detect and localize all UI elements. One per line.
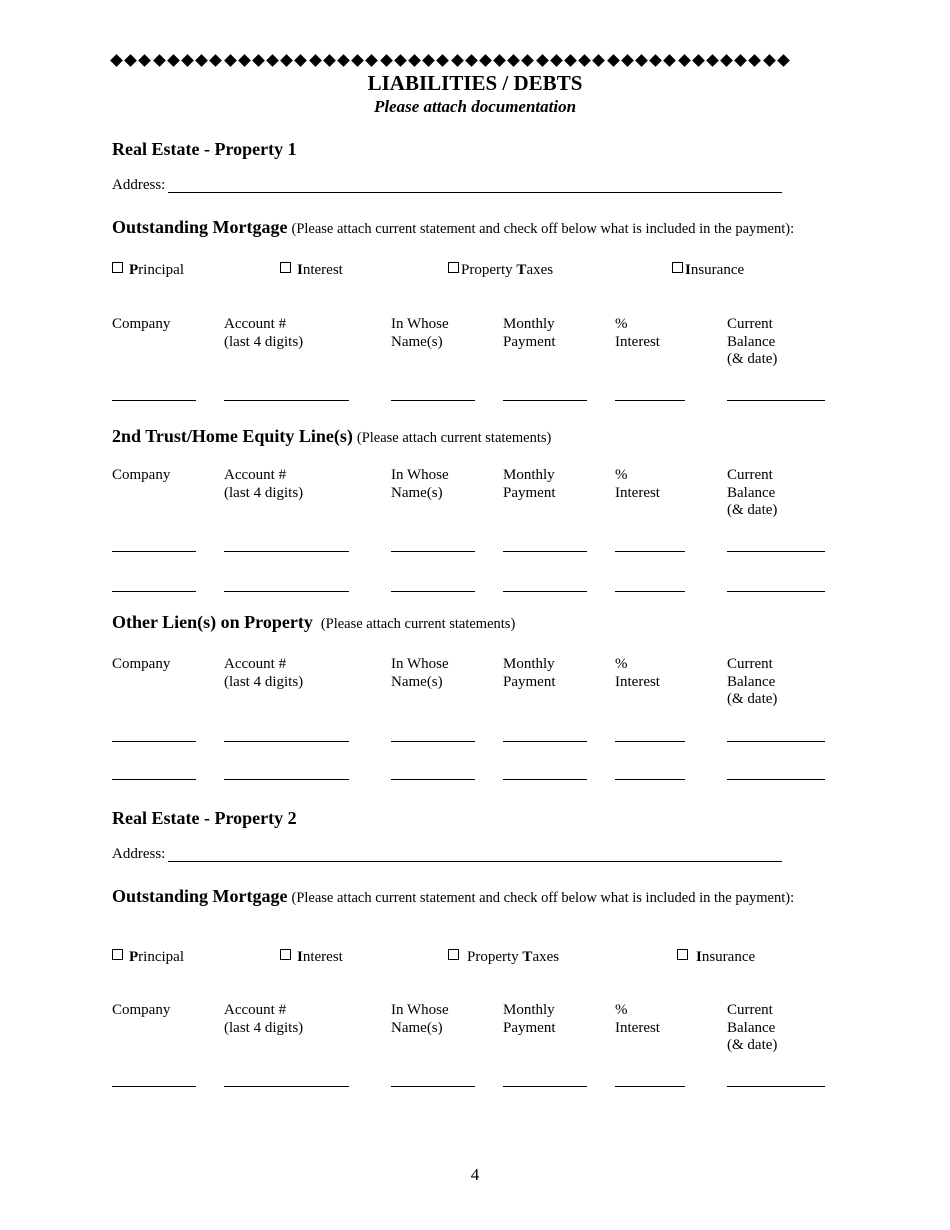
column-label-line: Payment bbox=[503, 1019, 556, 1036]
checkbox-icon[interactable] bbox=[280, 949, 291, 960]
property1-address-field[interactable] bbox=[168, 192, 782, 193]
diamond-ornament bbox=[252, 54, 265, 67]
trust-row1-account-field[interactable] bbox=[224, 551, 349, 552]
property2-address-field[interactable] bbox=[168, 861, 782, 862]
checkbox-icon[interactable] bbox=[448, 262, 459, 273]
mortgage1-heading-row bbox=[112, 217, 794, 238]
trust-row1-whose-field[interactable] bbox=[391, 551, 475, 552]
column-label-line: Current bbox=[727, 1002, 773, 1018]
liens-row1-balance-field[interactable] bbox=[727, 741, 825, 742]
checkbox-icon[interactable] bbox=[672, 262, 683, 273]
mortgage2-heading-row bbox=[112, 886, 794, 907]
mortgage1-row1-monthly-field[interactable] bbox=[503, 400, 587, 401]
mortgage1-col-interest-label bbox=[615, 316, 660, 351]
column-label-line: Monthly bbox=[503, 656, 555, 672]
column-label-line: Interest bbox=[615, 484, 660, 501]
mortgage2-row1-interest-field[interactable] bbox=[615, 1086, 685, 1087]
column-label-line: Account # bbox=[224, 1002, 287, 1018]
diamond-ornament bbox=[295, 54, 308, 67]
checkbox-icon[interactable] bbox=[448, 949, 459, 960]
mortgage2-row1-account-field[interactable] bbox=[224, 1086, 349, 1087]
checkbox-icon[interactable] bbox=[677, 949, 688, 960]
column-label-line: Company bbox=[112, 1002, 171, 1018]
diamond-ornament bbox=[209, 54, 222, 67]
mortgage2-col-balance-label bbox=[727, 1002, 777, 1055]
column-label-line: Balance bbox=[727, 1019, 776, 1036]
diamond-ornament bbox=[593, 54, 606, 67]
liens-row2-whose-field[interactable] bbox=[391, 779, 475, 780]
checkbox-icon[interactable] bbox=[112, 262, 123, 273]
liens-row1-interest-field[interactable] bbox=[615, 741, 685, 742]
diamond-ornament bbox=[337, 54, 350, 67]
column-label-line: Payment bbox=[503, 673, 556, 690]
diamond-ornament bbox=[635, 54, 648, 67]
liens-col-balance-label bbox=[727, 656, 777, 709]
liens-col-company-label bbox=[112, 656, 170, 674]
mortgage2-note: (Please attach current statement and check off below what is included in the payment): bbox=[291, 890, 795, 906]
mortgage2-insurance-checkbox[interactable]: Insurance bbox=[677, 949, 755, 966]
diamond-ornament bbox=[238, 54, 251, 67]
column-label-line: Name(s) bbox=[391, 673, 443, 690]
trust-col-whose-label bbox=[391, 467, 449, 502]
column-label-line: % bbox=[615, 656, 628, 672]
liens-row1-company-field[interactable] bbox=[112, 741, 196, 742]
diamond-ornament bbox=[422, 54, 435, 67]
checkbox-icon[interactable] bbox=[112, 949, 123, 960]
mortgage1-row1-balance-field[interactable] bbox=[727, 400, 825, 401]
liens-row1-monthly-field[interactable] bbox=[503, 741, 587, 742]
mortgage2-col-company-label bbox=[112, 1002, 170, 1020]
column-label-line: (& date) bbox=[727, 691, 778, 707]
trust-row1-monthly-field[interactable] bbox=[503, 551, 587, 552]
diamond-ornament bbox=[323, 54, 336, 67]
trust-note: (Please attach current statements) bbox=[356, 430, 552, 446]
page-number: 4 bbox=[470, 1165, 480, 1184]
diamond-ornament bbox=[124, 54, 137, 67]
diamond-ornament bbox=[522, 54, 535, 67]
mortgage2-interest-checkbox[interactable]: Interest bbox=[280, 949, 343, 966]
diamond-ornament bbox=[380, 54, 393, 67]
trust-heading-row bbox=[112, 426, 551, 447]
column-label-line: In Whose bbox=[391, 467, 449, 483]
column-label-line: In Whose bbox=[391, 316, 449, 332]
diamond-ornament bbox=[749, 54, 762, 67]
column-label-line: (last 4 digits) bbox=[224, 333, 304, 350]
liens-col-account-label bbox=[224, 656, 303, 691]
column-label-line: Interest bbox=[615, 673, 660, 690]
column-label-line: Balance bbox=[727, 333, 776, 350]
mortgage1-row1-interest-field[interactable] bbox=[615, 400, 685, 401]
diamond-ornament bbox=[564, 54, 577, 67]
diamond-ornament bbox=[465, 54, 478, 67]
trust-col-monthly-label bbox=[503, 467, 556, 502]
trust-row2-account-field[interactable] bbox=[224, 591, 349, 592]
property2-address-label: Address: bbox=[112, 846, 166, 862]
checkbox-icon[interactable] bbox=[280, 262, 291, 273]
liens-col-whose-label bbox=[391, 656, 449, 691]
column-label-line: (last 4 digits) bbox=[224, 1019, 304, 1036]
column-label-line: Company bbox=[112, 467, 171, 483]
column-label-line: (& date) bbox=[727, 351, 778, 367]
column-label-line: Name(s) bbox=[391, 333, 443, 350]
column-label-line: % bbox=[615, 467, 628, 483]
column-label-line: Account # bbox=[224, 467, 287, 483]
column-label-line: Name(s) bbox=[391, 484, 443, 501]
mortgage2-heading: Outstanding Mortgage bbox=[112, 886, 288, 906]
liens-note: (Please attach current statements) bbox=[320, 616, 516, 632]
mortgage1-property-taxes-checkbox[interactable]: Property Taxes bbox=[448, 262, 553, 279]
page-title: LIABILITIES / DEBTS bbox=[367, 71, 583, 95]
mortgage2-row1-whose-field[interactable] bbox=[391, 1086, 475, 1087]
trust-row2-company-field[interactable] bbox=[112, 591, 196, 592]
liens-row1-account-field[interactable] bbox=[224, 741, 349, 742]
column-label-line: Company bbox=[112, 656, 171, 672]
trust-row1-interest-field[interactable] bbox=[615, 551, 685, 552]
liens-col-monthly-label bbox=[503, 656, 556, 691]
column-label-line: (last 4 digits) bbox=[224, 484, 304, 501]
mortgage2-principal-checkbox[interactable]: Principal bbox=[112, 949, 184, 966]
property1-address-label: Address: bbox=[112, 177, 166, 193]
trust-row2-monthly-field[interactable] bbox=[503, 591, 587, 592]
mortgage2-row1-monthly-field[interactable] bbox=[503, 1086, 587, 1087]
trust-col-account-label bbox=[224, 467, 303, 502]
liens-row1-whose-field[interactable] bbox=[391, 741, 475, 742]
diamond-ornament bbox=[408, 54, 421, 67]
diamond-ornament bbox=[663, 54, 676, 67]
column-label-line: Name(s) bbox=[391, 1019, 443, 1036]
diamond-ornament bbox=[195, 54, 208, 67]
diamond-ornament bbox=[550, 54, 563, 67]
liens-heading: Other Lien(s) on Property bbox=[112, 612, 313, 632]
trust-col-interest-label bbox=[615, 467, 660, 502]
mortgage1-row1-account-field[interactable] bbox=[224, 400, 349, 401]
diamond-ornament bbox=[309, 54, 322, 67]
diamond-ornament bbox=[451, 54, 464, 67]
column-label-line: Monthly bbox=[503, 467, 555, 483]
diamond-border bbox=[112, 53, 788, 69]
liens-row2-account-field[interactable] bbox=[224, 779, 349, 780]
trust-row2-whose-field[interactable] bbox=[391, 591, 475, 592]
mortgage2-property-taxes-checkbox[interactable]: Property Taxes bbox=[448, 949, 559, 966]
column-label-line: In Whose bbox=[391, 656, 449, 672]
mortgage1-col-company-label bbox=[112, 316, 170, 334]
diamond-ornament bbox=[777, 54, 790, 67]
liens-row2-balance-field[interactable] bbox=[727, 779, 825, 780]
mortgage2-col-interest-label bbox=[615, 1002, 660, 1037]
diamond-ornament bbox=[139, 54, 152, 67]
diamond-ornament bbox=[706, 54, 719, 67]
diamond-ornament bbox=[110, 54, 123, 67]
property1-heading: Real Estate - Property 1 bbox=[112, 139, 297, 159]
trust-row2-balance-field[interactable] bbox=[727, 591, 825, 592]
trust-col-company-label bbox=[112, 467, 170, 485]
diamond-ornament bbox=[621, 54, 634, 67]
column-label-line: Balance bbox=[727, 673, 776, 690]
mortgage2-row1-balance-field[interactable] bbox=[727, 1086, 825, 1087]
liens-heading-row bbox=[112, 612, 515, 633]
mortgage1-col-whose-label bbox=[391, 316, 449, 351]
column-label-line: Monthly bbox=[503, 1002, 555, 1018]
mortgage1-insurance-checkbox[interactable]: Insurance bbox=[672, 262, 744, 279]
column-label-line: % bbox=[615, 1002, 628, 1018]
diamond-ornament bbox=[734, 54, 747, 67]
trust-row1-balance-field[interactable] bbox=[727, 551, 825, 552]
diamond-ornament bbox=[493, 54, 506, 67]
diamond-ornament bbox=[224, 54, 237, 67]
diamond-ornament bbox=[181, 54, 194, 67]
page-subtitle: Please attach documentation bbox=[373, 97, 577, 116]
diamond-ornament bbox=[578, 54, 591, 67]
diamond-ornament bbox=[266, 54, 279, 67]
diamond-ornament bbox=[607, 54, 620, 67]
diamond-ornament bbox=[720, 54, 733, 67]
column-label-line: Interest bbox=[615, 1019, 660, 1036]
mortgage1-col-account-label bbox=[224, 316, 303, 351]
column-label-line: Payment bbox=[503, 333, 556, 350]
mortgage2-row1-company-field[interactable] bbox=[112, 1086, 196, 1087]
column-label-line: Company bbox=[112, 316, 171, 332]
mortgage2-col-monthly-label bbox=[503, 1002, 556, 1037]
liens-row2-company-field[interactable] bbox=[112, 779, 196, 780]
column-label-line: Payment bbox=[503, 484, 556, 501]
mortgage1-row1-company-field[interactable] bbox=[112, 400, 196, 401]
column-label-line: (& date) bbox=[727, 1037, 778, 1053]
mortgage1-col-balance-label bbox=[727, 316, 777, 369]
mortgage1-note: (Please attach current statement and check off below what is included in the payment): bbox=[291, 221, 795, 237]
diamond-ornament bbox=[351, 54, 364, 67]
mortgage1-col-monthly-label bbox=[503, 316, 556, 351]
diamond-ornament bbox=[394, 54, 407, 67]
column-label-line: (last 4 digits) bbox=[224, 673, 304, 690]
diamond-ornament bbox=[763, 54, 776, 67]
column-label-line: Current bbox=[727, 316, 773, 332]
diamond-ornament bbox=[678, 54, 691, 67]
column-label-line: % bbox=[615, 316, 628, 332]
mortgage1-heading: Outstanding Mortgage bbox=[112, 217, 288, 237]
property2-heading: Real Estate - Property 2 bbox=[112, 808, 297, 828]
mortgage2-col-whose-label bbox=[391, 1002, 449, 1037]
mortgage1-interest-checkbox[interactable]: Interest bbox=[280, 262, 343, 279]
column-label-line: Account # bbox=[224, 656, 287, 672]
diamond-ornament bbox=[479, 54, 492, 67]
column-label-line: Current bbox=[727, 467, 773, 483]
column-label-line: (& date) bbox=[727, 502, 778, 518]
trust-col-balance-label bbox=[727, 467, 777, 520]
mortgage1-row1-whose-field[interactable] bbox=[391, 400, 475, 401]
column-label-line: In Whose bbox=[391, 1002, 449, 1018]
column-label-line: Balance bbox=[727, 484, 776, 501]
diamond-ornament bbox=[649, 54, 662, 67]
liens-row2-monthly-field[interactable] bbox=[503, 779, 587, 780]
trust-row2-interest-field[interactable] bbox=[615, 591, 685, 592]
trust-heading: 2nd Trust/Home Equity Line(s) bbox=[112, 426, 353, 446]
trust-row1-company-field[interactable] bbox=[112, 551, 196, 552]
column-label-line: Current bbox=[727, 656, 773, 672]
diamond-ornament bbox=[153, 54, 166, 67]
diamond-ornament bbox=[507, 54, 520, 67]
liens-col-interest-label bbox=[615, 656, 660, 691]
mortgage1-principal-checkbox[interactable]: Principal bbox=[112, 262, 184, 279]
liens-row2-interest-field[interactable] bbox=[615, 779, 685, 780]
column-label-line: Account # bbox=[224, 316, 287, 332]
diamond-ornament bbox=[536, 54, 549, 67]
diamond-ornament bbox=[692, 54, 705, 67]
column-label-line: Interest bbox=[615, 333, 660, 350]
diamond-ornament bbox=[436, 54, 449, 67]
column-label-line: Monthly bbox=[503, 316, 555, 332]
diamond-ornament bbox=[366, 54, 379, 67]
diamond-ornament bbox=[280, 54, 293, 67]
diamond-ornament bbox=[167, 54, 180, 67]
mortgage2-col-account-label bbox=[224, 1002, 303, 1037]
